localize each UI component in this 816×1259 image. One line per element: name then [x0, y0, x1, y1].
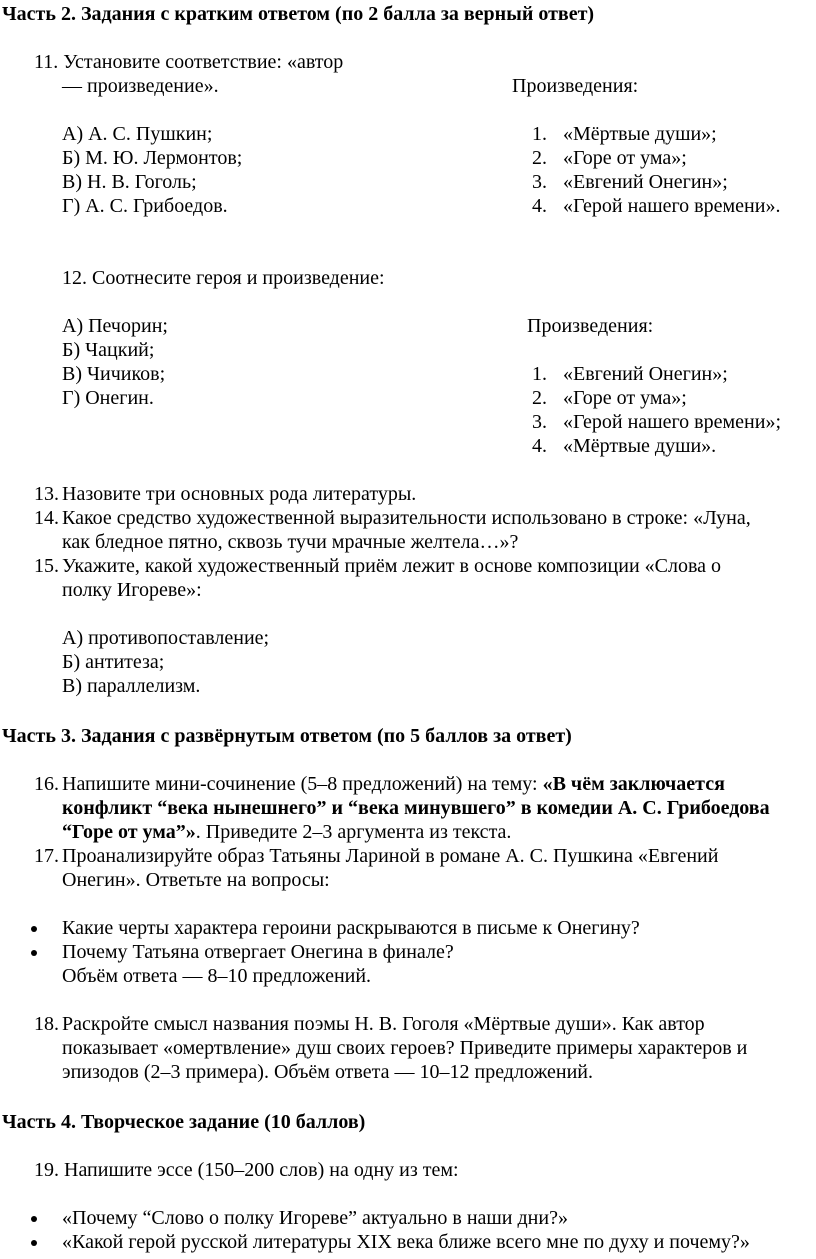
q18-line1: Раскройте смысл названия поэмы Н. В. Гоголя «Мёртвые души». Как автор [62, 1013, 705, 1035]
q11-work: «Герой нашего времени». [563, 195, 781, 217]
q12-work-num: 2. [532, 387, 547, 409]
q17-line2: Онегин». Ответьте на вопросы: [62, 869, 330, 891]
q16-line3 [62, 820, 511, 844]
q13-text: Назовите три основных рода литературы. [62, 483, 417, 505]
q14-num: 14. [34, 507, 59, 529]
q11-author: Г) А. С. Грибоедов. [62, 195, 228, 217]
q11-work: «Мёртвые души»; [563, 123, 717, 145]
q11-work-num: 2. [532, 147, 547, 169]
q12-hero: А) Печорин; [62, 315, 168, 337]
q16-line3-bold: “Горе от ума”» [62, 821, 196, 843]
q17-line1: Проанализируйте образ Татьяны Лариной в романе А. С. Пушкина «Евгений [62, 845, 719, 867]
q11-work: «Горе от ума»; [563, 147, 687, 169]
q15-option: А) противопоставление; [62, 627, 270, 649]
q11-work-num: 4. [532, 195, 547, 217]
q14-line1: Какое средство художественной выразительности использовано в строке: «Луна, [62, 507, 751, 529]
q17-volume: Объём ответа — 8–10 предложений. [62, 965, 372, 987]
q11-line2: — произведение». [62, 75, 219, 97]
q17-bullet: Какие черты характера героини раскрываются в письме к Онегину? [62, 917, 640, 939]
q19-line1: 19. Напишите эссе (150–200 слов) на одну из тем: [34, 1159, 459, 1181]
q16-line1-bold: «В чём заключается [542, 773, 725, 795]
q12-work-num: 3. [532, 411, 547, 433]
q11-work: «Евгений Онегин»; [563, 171, 728, 193]
q16-line2: конфликт “века нынешнего” и “века минувшего” в комедии А. С. Грибоедова [62, 797, 770, 819]
q16-line1 [62, 772, 725, 796]
q12-work: «Горе от ума»; [563, 387, 687, 409]
q12-work: «Евгений Онегин»; [563, 363, 728, 385]
q11-work-num: 1. [532, 123, 547, 145]
q15-line2: полку Игореве»: [62, 579, 202, 601]
q12-work: «Мёртвые души». [563, 435, 717, 457]
q16-line1-plain: Напишите мини-сочинение (5–8 предложений) на тему: [62, 773, 543, 795]
q19-bullet: «Какой герой русской литературы XIX века ближе всего мне по духу и почему?» [62, 1231, 750, 1253]
part3-heading: Часть 3. Задания с развёрнутым ответом (по 5 баллов за ответ) [2, 725, 572, 747]
q12-line1: 12. Соотнесите героя и произведение: [62, 267, 385, 289]
q12-work-num: 4. [532, 435, 547, 457]
q13-num: 13. [34, 483, 59, 505]
q12-work-num: 1. [532, 363, 547, 385]
q12-work: «Герой нашего времени»; [563, 411, 781, 433]
q18-line3: эпизодов (2–3 примера). Объём ответа — 10–12 предложений. [62, 1061, 594, 1083]
q14-line2: как бледное пятно, сквозь тучи мрачные желтела…»? [62, 531, 519, 553]
q11-line1: 11. Установите соответствие: «автор [34, 51, 344, 73]
q11-author: В) Н. В. Гоголь; [62, 171, 197, 193]
q11-author: А) А. С. Пушкин; [62, 123, 213, 145]
q18-line2: показывает «омертвление» душ своих героев? Приведите примеры характеров и [62, 1037, 748, 1059]
bullet-icon [31, 926, 37, 932]
q11-author: Б) М. Ю. Лермонтов; [62, 147, 243, 169]
bullet-icon [31, 1216, 37, 1222]
q15-line1: Укажите, какой художественный приём лежит в основе композиции «Слова о [62, 555, 722, 577]
bullet-icon [31, 1240, 37, 1246]
q11-works-label: Произведения: [512, 75, 639, 97]
q16-line3-plain: . Приведите 2–3 аргумента из текста. [195, 821, 512, 843]
q15-option: В) параллелизм. [62, 675, 201, 697]
q12-hero: Г) Онегин. [62, 387, 154, 409]
q18-num: 18. [34, 1013, 59, 1035]
part4-heading: Часть 4. Творческое задание (10 баллов) [2, 1111, 366, 1133]
q19-bullet: «Почему “Слово о полку Игореве” актуально в наши дни?» [62, 1207, 568, 1229]
q12-hero: Б) Чацкий; [62, 339, 155, 361]
q12-works-label: Произведения: [527, 315, 654, 337]
q11-work-num: 3. [532, 171, 547, 193]
q15-option: Б) антитеза; [62, 651, 165, 673]
bullet-icon [31, 950, 37, 956]
q12-hero: В) Чичиков; [62, 363, 166, 385]
q17-bullet: Почему Татьяна отвергает Онегина в финале? [62, 941, 454, 963]
q15-num: 15. [34, 555, 59, 577]
q16-num: 16. [34, 773, 59, 795]
part2-heading: Часть 2. Задания с кратким ответом (по 2 балла за верный ответ) [2, 3, 595, 25]
q17-num: 17. [34, 845, 59, 867]
